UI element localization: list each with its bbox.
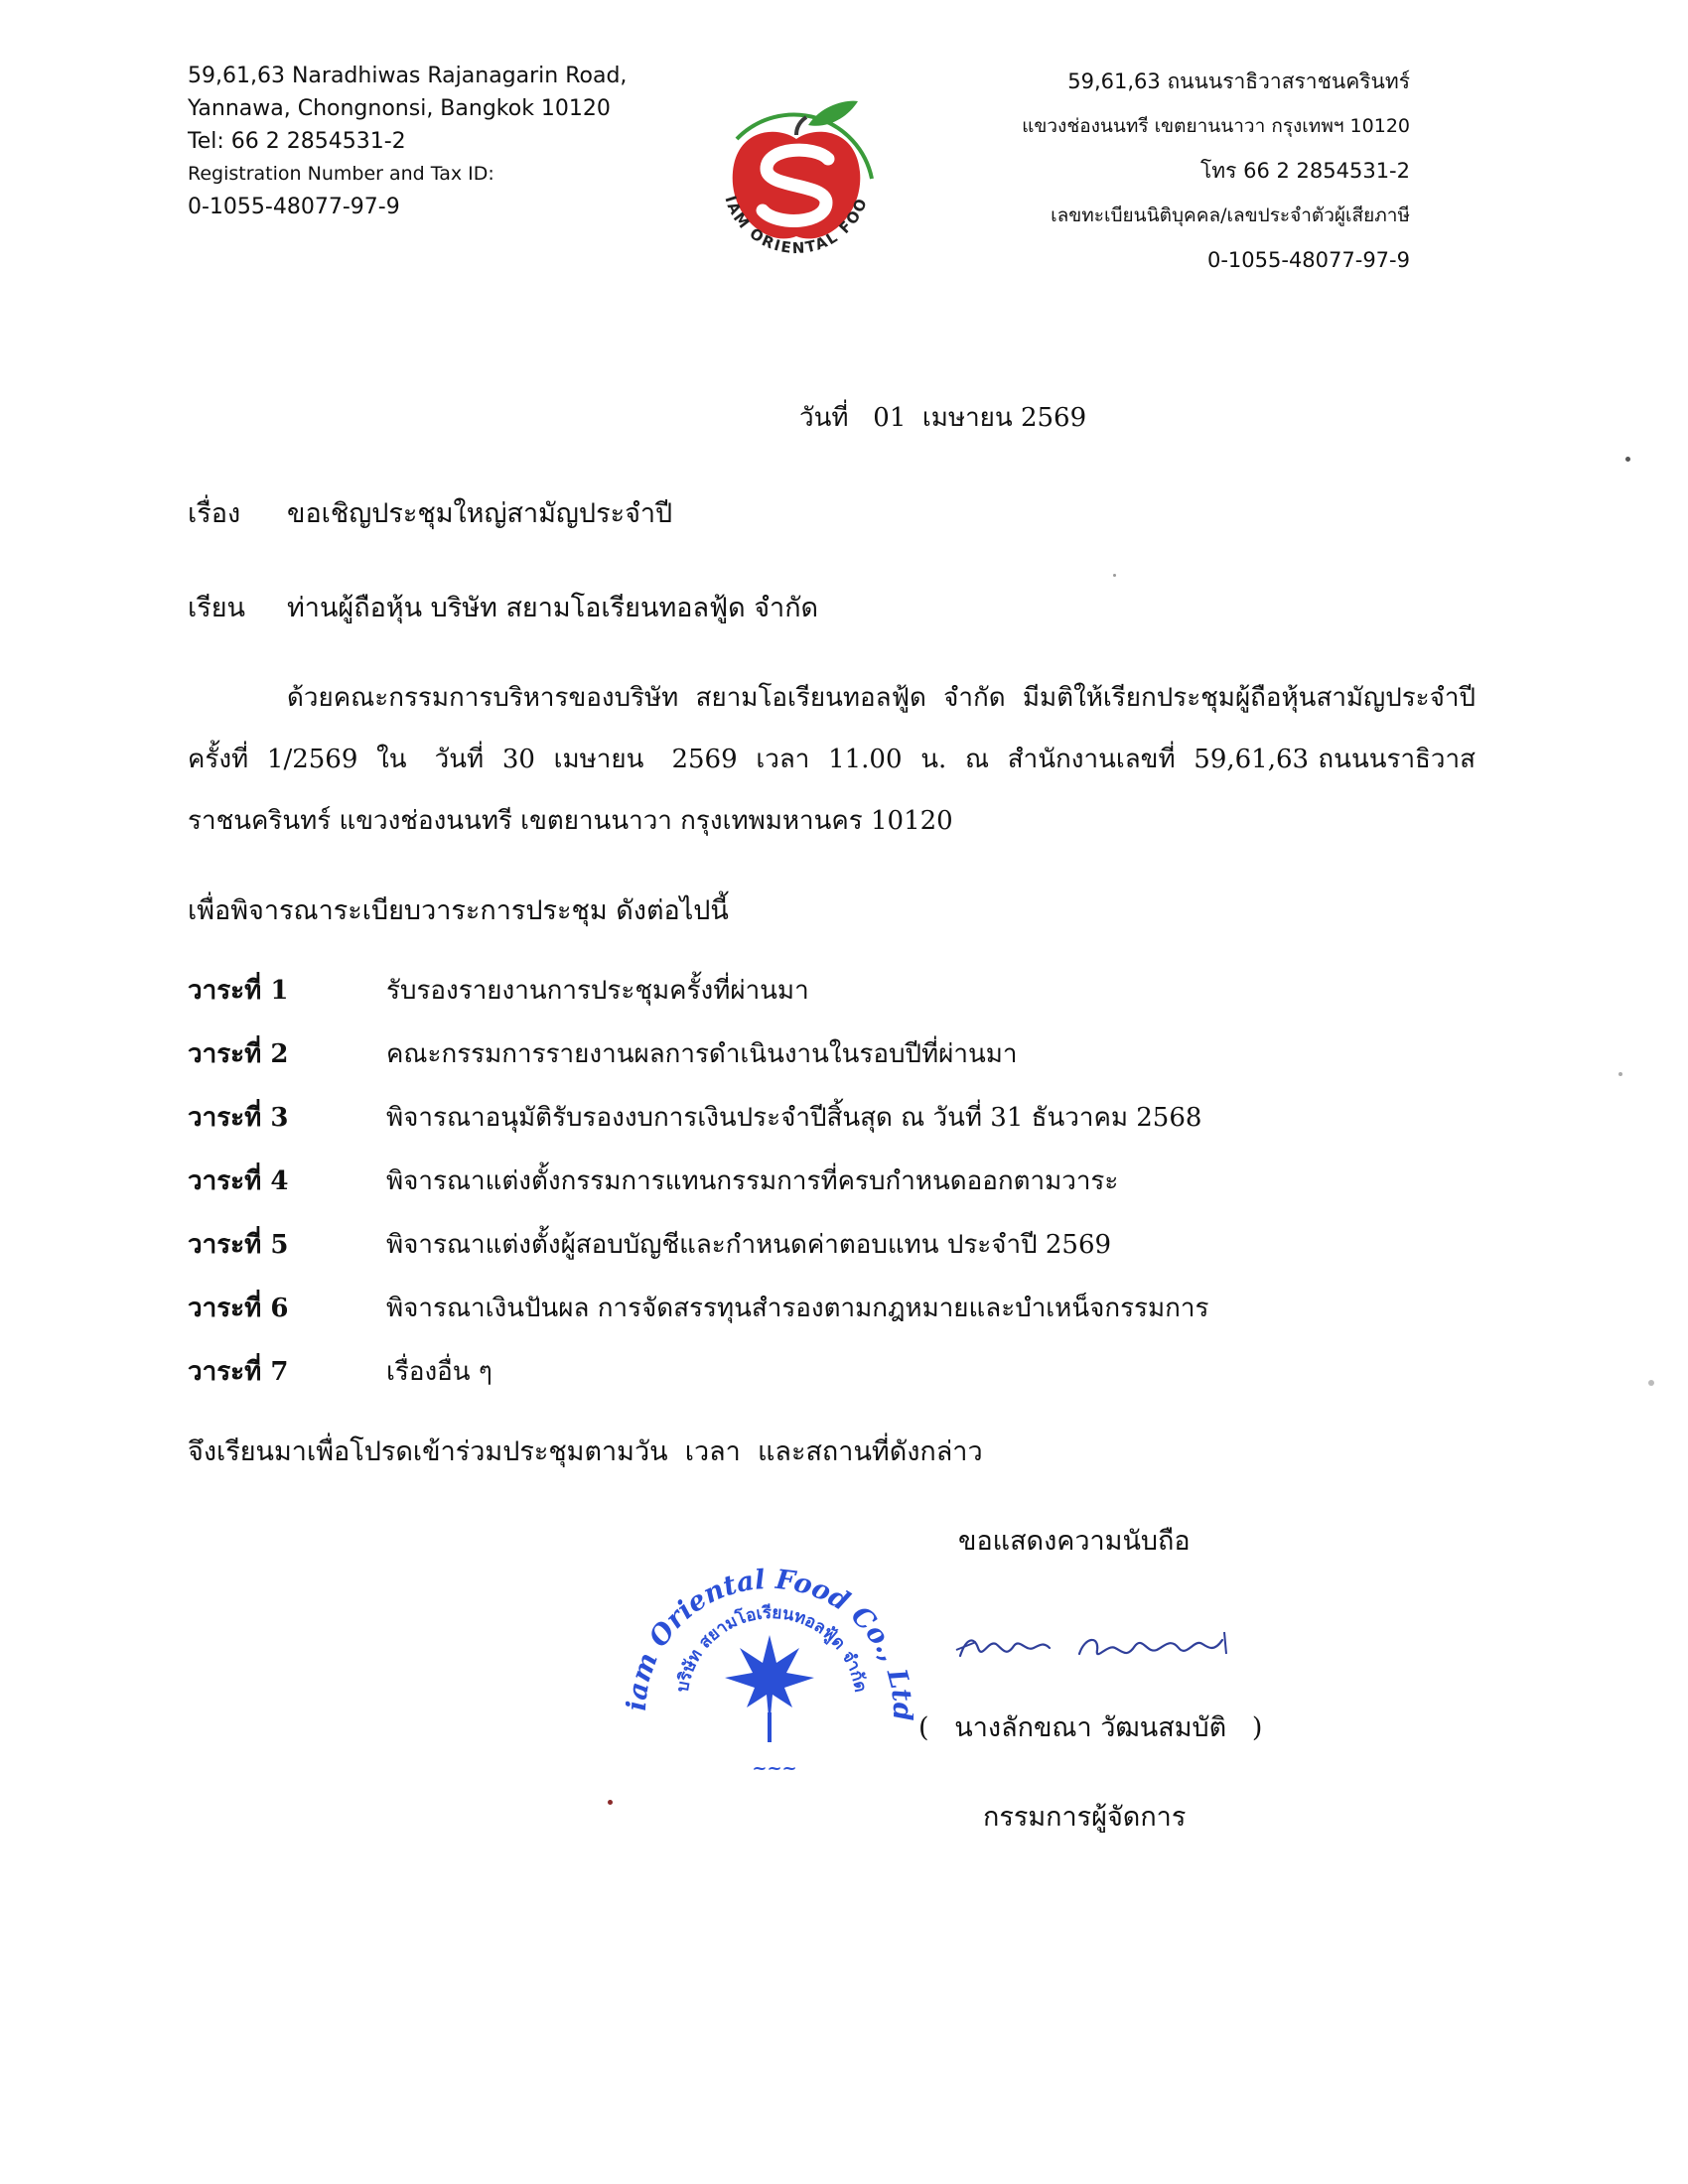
agenda-item <box>188 1085 1330 1149</box>
address-th-line-2: แขวงช่องนนทรี เขตยานนาวา กรุงเทพฯ 10120 <box>1022 115 1410 137</box>
stamp-text-english: m Oriental Food Co., L <box>626 1564 914 1693</box>
agenda-intro: เพื่อพิจารณาระเบียบวาระการประชุม ดังต่อไปนี้ <box>188 895 729 926</box>
agenda-number: วาระที่ 4 <box>188 1165 289 1196</box>
agenda-text: รับรองรายงานการประชุมครั้งที่ผ่านมา <box>386 975 809 1006</box>
leaf-icon <box>725 1635 814 1742</box>
address-th-line-5: 0-1055-48077-97-9 <box>1206 248 1410 272</box>
agenda-number: วาระที่ 5 <box>188 1229 289 1260</box>
agenda-number: วาระที่ 3 <box>188 1102 289 1133</box>
agenda-number: วาระที่ 2 <box>188 1038 289 1069</box>
subject-text: ขอเชิญประชุมใหญ่สามัญประจำปี <box>287 498 673 529</box>
agenda-text: พิจารณาแต่งตั้งกรรมการแทนกรรมการที่ครบกำหนดออกตามวาระ <box>386 1165 1119 1196</box>
agenda-number: วาระที่ 7 <box>188 1356 289 1387</box>
address-en-line-2: Yannawa, Chongnonsi, Bangkok 10120 <box>188 96 611 121</box>
svg-text:~~~: ~~~ <box>752 1758 797 1779</box>
closing-regards: ขอแสดงความนับถือ <box>958 1526 1191 1557</box>
scan-speck <box>608 1800 613 1805</box>
agenda-list <box>188 958 1330 1403</box>
agenda-text: พิจารณาอนุมัติรับรองงบการเงินประจำปีสิ้นสุด ณ วันที่ 31 ธันวาคม 2568 <box>386 1102 1202 1133</box>
closing-line: จึงเรียนมาเพื่อโปรดเข้าร่วมประชุมตามวัน เวลา และสถานที่ดังกล่าว <box>188 1436 983 1467</box>
signer-title: กรรมการผู้จัดการ <box>983 1802 1187 1833</box>
agenda-item <box>188 1212 1330 1276</box>
agenda-item <box>188 958 1330 1022</box>
scan-speck <box>1648 1380 1654 1386</box>
address-th-line-4: เลขทะเบียนนิติบุคคล/เลขประจำตัวผู้เสียภาษี <box>1051 205 1410 226</box>
body-paragraph <box>188 667 1492 852</box>
address-th-line-3: โทร 66 2 2854531-2 <box>1200 159 1410 183</box>
stamp-text-thai: บริษัท สยามโอเรียนทอลฟู้ด จำกัด <box>672 1602 871 1695</box>
scan-speck <box>1618 1072 1622 1076</box>
agenda-item <box>188 1339 1330 1403</box>
recipient-label: เรียน <box>188 593 246 623</box>
address-en-line-1: 59,61,63 Naradhiwas Rajanagarin Road, <box>188 64 628 88</box>
letter-date: วันที่ 01 เมษายน 2569 <box>799 403 1087 433</box>
address-en-line-5: 0-1055-48077-97-9 <box>188 195 400 219</box>
agenda-text: พิจารณาเงินปันผล การจัดสรรทุนสำรองตามกฎหมายและบำเหน็จกรรมการ <box>386 1293 1209 1323</box>
address-english <box>188 60 704 223</box>
signer-name: ( นางลักขณา วัฒนสมบัติ ) <box>918 1712 1263 1743</box>
agenda-item <box>188 1022 1330 1085</box>
address-en-line-3: Tel: 66 2 2854531-2 <box>188 129 406 154</box>
agenda-item <box>188 1276 1330 1339</box>
handwritten-signature <box>948 1618 1246 1678</box>
subject-label: เรื่อง <box>188 498 241 529</box>
agenda-text: เรื่องอื่น ๆ <box>386 1356 492 1387</box>
recipient-text: ท่านผู้ถือหุ้น บริษัท สยามโอเรียนทอลฟู้ด จำกัด <box>287 593 819 623</box>
address-en-line-4: Registration Number and Tax ID: <box>188 163 494 185</box>
agenda-number: วาระที่ 6 <box>188 1293 289 1323</box>
agenda-text: พิจารณาแต่งตั้งผู้สอบบัญชีและกำหนดค่าตอบแทน ประจำปี 2569 <box>386 1229 1112 1260</box>
scan-speck <box>1625 457 1630 462</box>
agenda-number: วาระที่ 1 <box>188 975 289 1006</box>
agenda-text: คณะกรรมการรายงานผลการดำเนินงานในรอบปีที่ผ่านมา <box>386 1038 1018 1069</box>
scan-speck <box>1113 574 1116 577</box>
body-text: ด้วยคณะกรรมการบริหารของบริษัท สยามโอเรียนทอลฟู้ด จำกัด มีมติให้เรียกประชุมผู้ถือหุ้นสามัญประจำปี ครั้งที่ 1/2569 ใน วันที่ 30 เมษายน 2569 เวลา 11.00 น. ณ สำนักงานเลขที่ 59,61,63 ถนนนราธิวาสราชนครินทร์ แขวงช่องนนทรี เขตยานนาวา กรุงเทพมหานคร 10120 <box>188 683 1492 836</box>
address-thai <box>854 60 1410 283</box>
company-stamp <box>626 1544 914 1782</box>
agenda-item <box>188 1149 1330 1212</box>
subject-row <box>188 491 672 534</box>
address-th-line-1: 59,61,63 ถนนนราธิวาสราชนครินทร์ <box>1067 69 1410 93</box>
logo-text: IAM ORIENTAL FOO <box>721 194 872 258</box>
recipient-row <box>188 586 818 628</box>
